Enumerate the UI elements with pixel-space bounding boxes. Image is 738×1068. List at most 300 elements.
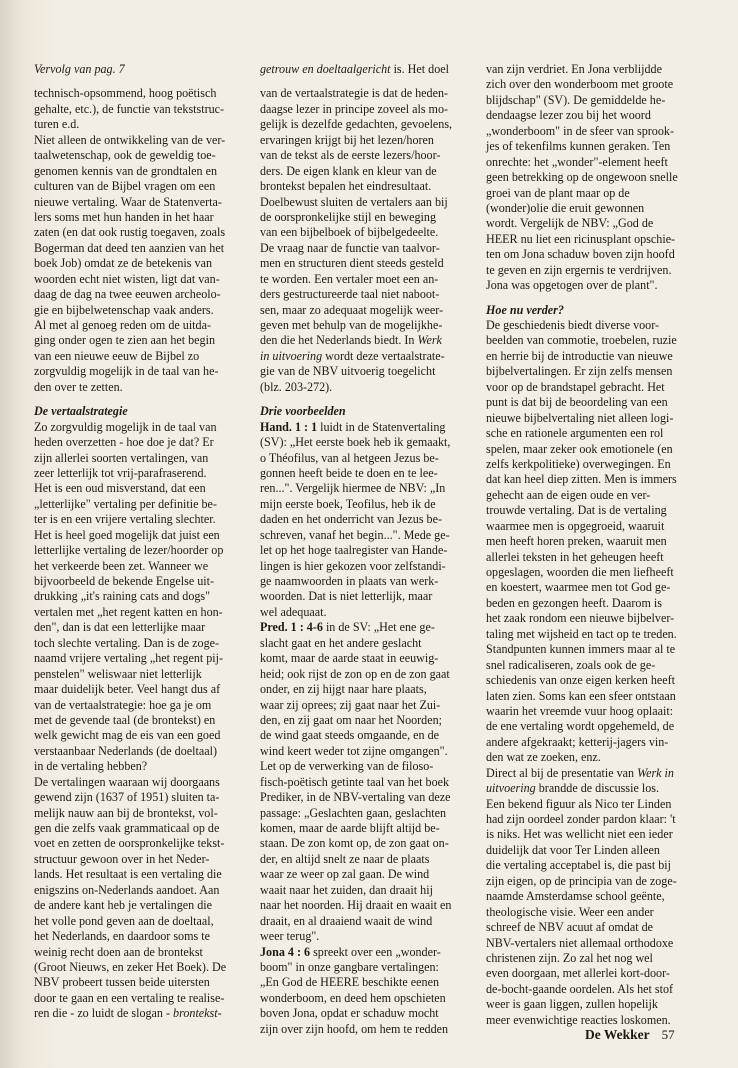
text-line [486, 750, 696, 765]
line-text: blijdschap" (SV). De gemiddelde he- [486, 92, 666, 107]
text-line [34, 1006, 249, 1021]
text-line [260, 605, 476, 620]
text-line [260, 225, 476, 240]
page-footer [585, 1027, 675, 1043]
text-line [486, 673, 696, 688]
line-text: Het is heel goed mogelijk dat juist een [34, 527, 220, 542]
line-text: der, en altijd snelt ze naar de plaats [260, 851, 430, 866]
line-text: dendaagse lezer zou bij het woord [486, 108, 651, 123]
text-line [34, 333, 249, 348]
text-line [486, 812, 696, 827]
text-line [260, 775, 476, 790]
line-text: weer is gaan liggen, zullen hopelijk [486, 997, 658, 1012]
line-text: Direct al bij de presentatie van [486, 765, 638, 780]
text-line [486, 735, 696, 750]
line-text: even doorgaan, met allerlei kort-door- [486, 966, 670, 981]
text-line [34, 713, 249, 728]
text-line [34, 380, 249, 395]
text-line [260, 682, 476, 697]
line-text: beelden van commotie, troebelen, ruzie [486, 333, 677, 348]
text-line [34, 117, 249, 132]
text-line [34, 744, 249, 759]
line-text: geven met behulp van de mogelijkhe- [260, 318, 443, 332]
text-line [34, 512, 249, 527]
line-text: nieuwe bijbelvertaling niet alleen logi- [486, 410, 674, 425]
line-text: Een bekend figuur als Nico ter Linden [486, 796, 672, 811]
line-text: het volle pond geven aan de doeltaal, [34, 913, 214, 928]
text-line [486, 982, 696, 997]
line-text: (blz. 203-272). [260, 379, 333, 394]
line-text: zeer letterlijk tot vrij-parafraserend. [34, 465, 207, 480]
text-line [260, 744, 476, 759]
line-text: Prediker, in de NBV-vertaling van deze [260, 790, 451, 805]
line-text: den over te zetten. [34, 379, 123, 394]
line-text: brontekst bepalen het eindresultaat. [260, 179, 432, 194]
line-text-tail: is. Het doel [390, 62, 449, 76]
text-line [34, 420, 249, 435]
line-text: zijn allerlei soorten vertalingen, van [34, 450, 209, 465]
text-line [486, 170, 696, 185]
text-line [486, 534, 696, 549]
line-text: den", dan is dat een letterlijke maar [34, 620, 206, 635]
line-text: fisch-poëtisch getinte taal van het boek [260, 774, 450, 789]
text-line [34, 272, 249, 287]
line-text: „wonderboom" in de sfeer van sprook- [486, 123, 674, 138]
text-line [260, 349, 476, 364]
line-text: De vertalingen waaraan wij doorgaans [34, 774, 220, 789]
line-text: Zo zorgvuldig mogelijk in de taal van [34, 419, 217, 434]
text-line [34, 303, 249, 318]
text-line [486, 689, 696, 704]
line-text: let op het hoge taalregister van Hande- [260, 543, 448, 558]
section-heading [260, 404, 476, 419]
line-text: punt is dat bij de beoordeling van een [486, 395, 668, 410]
text-line [486, 380, 696, 395]
text-line [486, 642, 696, 657]
text-line [486, 232, 696, 247]
text-line [34, 991, 249, 1006]
line-text: van zijn verdriet. En Jona verblijdde [486, 62, 662, 76]
text-line [486, 426, 696, 441]
line-text: gelijk is dezelfde gedachten, gevoelens, [260, 117, 453, 132]
text-line [260, 272, 476, 287]
line-text: welk gewicht mag de eis van een goed [34, 728, 221, 743]
line-text: naar het noorden. Hij draait en waait en [260, 898, 452, 913]
line-text: in de vertaling hebben? [34, 759, 148, 774]
text-line [34, 256, 249, 271]
line-text: schreven, vanaf het begin...". Mede ge- [260, 527, 450, 542]
text-line [34, 821, 249, 836]
line-text: opgeslagen, woorden die men liefheeft [486, 565, 674, 579]
text-line [34, 728, 249, 743]
line-text: genomen kennis van de grondtalen en [34, 163, 218, 178]
text-line [34, 133, 249, 148]
line-text: daagse lezer in principe zoveel als mo- [260, 101, 449, 116]
line-text: zaten (en dat ook rustig toegaven, zoals [34, 225, 226, 240]
line-text: van de vertaalstrategie is dat de heden- [260, 86, 449, 101]
text-line [260, 133, 476, 148]
line-text: getrouw en doeltaalgericht [260, 62, 391, 76]
line-text: NBV-vertalers niet allemaal orthodoxe [486, 935, 674, 950]
line-text: ren...". Vergelijk hiermee de NBV: „In [260, 481, 446, 496]
line-text: van een bijbelboek of bijbelgedeelte. [260, 225, 439, 240]
text-line [260, 287, 476, 302]
text-line [260, 1022, 476, 1037]
line-text: draait, en al draaiend waait de wind [260, 913, 433, 928]
line-text: zich over den wonderboom met groote [486, 77, 674, 92]
text-line [34, 574, 249, 589]
line-text: ervaringen krijgt bij het lezen/horen [260, 132, 434, 147]
line-text: men en structuren dient steeds gesteld [260, 256, 444, 271]
text-line [486, 719, 696, 734]
text-line [260, 806, 476, 821]
line-text: laten zien. Soms kan een sfeer ontstaan [486, 688, 676, 703]
text-line [34, 898, 249, 913]
line-text: gehecht aan de eigen oude en ver- [486, 487, 651, 502]
line-text: De vraag naar de functie van taalvor- [260, 240, 440, 255]
text-line [34, 667, 249, 682]
text-line [34, 466, 249, 481]
section-heading [486, 303, 696, 318]
text-line [486, 936, 696, 951]
text-line [260, 318, 476, 333]
text-line [260, 179, 476, 194]
magazine-name: De Wekker [585, 1027, 650, 1042]
line-text: zorgvuldig mogelijk in de taal van he- [34, 364, 219, 379]
line-text: waar zij oprees; zij gaat naar het Zui- [260, 697, 441, 712]
text-line [486, 920, 696, 935]
text-line [260, 512, 476, 527]
line-text: die vertaling acceptabel is, die past bij [486, 858, 672, 873]
text-line [260, 574, 476, 589]
text-line [34, 62, 249, 77]
line-text: Al met al genoeg reden om de uitda- [34, 318, 211, 332]
line-text: (SV): „Het eerste boek heb ik gemaakt, [260, 435, 451, 450]
line-text: sche en rationele argumenten een rol [486, 426, 664, 441]
text-line [260, 117, 476, 132]
text-line [486, 62, 696, 77]
line-text: uitvoering [486, 781, 536, 796]
page-number: 57 [661, 1027, 675, 1042]
line-text: mijn eerste boek, Teofilus, heb ik de [260, 496, 436, 511]
text-line [486, 77, 696, 92]
line-text: De vertaalstrategie [34, 404, 128, 419]
line-text: lers soms met hun handen in het haar [34, 209, 214, 224]
text-line [34, 867, 249, 882]
text-line [486, 550, 696, 565]
line-text: gehalte, etc.), de functie van tekststruc- [34, 101, 225, 116]
text-line [34, 682, 249, 697]
text-line [34, 349, 249, 364]
text-line [260, 790, 476, 805]
text-line [34, 164, 249, 179]
text-line [486, 155, 696, 170]
line-text: technisch-opsommend, hoog poëtisch [34, 86, 217, 101]
text-line [486, 201, 696, 216]
line-text-tail: luidt in de Statenvertaling [317, 419, 446, 434]
text-line [34, 698, 249, 713]
line-text: daag de dag na twee eeuwen archeolo- [34, 287, 221, 302]
line-text: schiedenis van onze eigen kerken heeft [486, 673, 676, 688]
text-line [486, 349, 696, 364]
text-line [260, 528, 476, 543]
text-line [260, 62, 476, 77]
line-text: enigszins on-Nederlands aandoet. Aan [34, 882, 220, 897]
line-text: ders gestructureerde taal niet naboot- [260, 287, 440, 302]
text-line [260, 667, 476, 682]
text-line [260, 821, 476, 836]
line-text: ging onder ogen te zien aan het begin [34, 333, 216, 348]
line-text: gie en bijbelwetenschap vaak anders. [34, 302, 214, 317]
line-text: penstelen" weliswaar niet letterlijk [34, 666, 202, 681]
text-line [260, 164, 476, 179]
line-text: o Théofilus, van al hetgeen Jezus be- [260, 450, 439, 465]
text-line [486, 457, 696, 472]
line-text: het zaak rondom een nieuwe bijbelver- [486, 611, 675, 626]
line-text: lands. Het resultaat is een vertaling die [34, 867, 222, 882]
line-text: structuur gewoon over in het Neder- [34, 851, 210, 866]
line-text: komen, maar de aarde blijft altijd be- [260, 821, 440, 835]
text-line [486, 247, 696, 262]
line-text: christenen zijn. Zo zal het nog wel [486, 950, 653, 965]
text-column-1 [34, 62, 249, 1022]
line-text: van een nieuwe eeuw de Bijbel zo [34, 348, 200, 363]
text-line [486, 658, 696, 673]
line-text: jes of tekenfilms kunnen geraken. Ten [486, 139, 671, 154]
text-line [260, 589, 476, 604]
line-text: het verkeerde been zet. Wanneer we [34, 558, 209, 573]
text-line [486, 519, 696, 534]
line-text: waar ze weer op zal gaan. De wind [260, 867, 430, 882]
line-text: spelen, maar zeker ook emotionele (en [486, 441, 673, 456]
line-text: gie van de NBV uitvoerig toegelicht [260, 364, 436, 379]
line-text: gonnen heeft beide te doen en te lee- [260, 465, 438, 480]
line-text: (wonder)olie die eruit gewonnen [486, 200, 645, 215]
text-line [486, 139, 696, 154]
text-line [34, 451, 249, 466]
line-text: „letterlijke" vertaling per definitie be- [34, 496, 217, 511]
line-text: verstaanbaar Nederlands (de doeltaal) [34, 743, 217, 758]
line-text-tail: wordt deze vertaalstrate- [322, 348, 445, 363]
line-text: Jona 4 : 6 [260, 944, 311, 959]
line-text-tail: spreekt over een „wonder- [310, 944, 441, 959]
line-text: letterlijke vertaling de lezer/hoorder op [34, 543, 224, 558]
line-text: komt, maar de aarde staat in eeuwig- [260, 651, 439, 666]
line-text: onder, en zij hijgt naar hare plaats, [260, 682, 427, 697]
text-line [260, 991, 476, 1006]
text-line [34, 651, 249, 666]
text-line [34, 86, 249, 101]
text-line [486, 627, 696, 642]
line-text: andere afgekraakt; ketterij-jagers vin- [486, 734, 669, 749]
line-text: de ene vertaling wordt opgehemeld, de [486, 719, 675, 734]
text-line [260, 497, 476, 512]
text-line [260, 636, 476, 651]
text-line [486, 411, 696, 426]
text-line [260, 195, 476, 210]
text-line [260, 945, 476, 960]
text-line [260, 883, 476, 898]
line-text: ge naamwoorden in plaats van werk- [260, 574, 439, 588]
line-text: de wind gaat steeds omgaande, en de [260, 728, 439, 743]
text-line [486, 318, 696, 333]
line-text: maar duidelijk beter. Veel hangt dus af [34, 682, 221, 697]
line-text: onrechte: het „wonder"-element heeft [486, 154, 668, 169]
line-text: waait naar het zuiden, dan draait hij [260, 882, 433, 897]
text-line [34, 636, 249, 651]
text-line [34, 435, 249, 450]
text-line [34, 102, 249, 117]
text-line [34, 195, 249, 210]
line-text: weer terug". [260, 929, 320, 944]
line-text: wind keert weder tot zijne omgangen". [260, 743, 448, 758]
text-line [34, 210, 249, 225]
line-text: zelfs kerkpolitieke) overwegingen. En [486, 456, 671, 471]
line-text: boek Job) omdat ze de betekenis van [34, 256, 212, 271]
text-line [34, 225, 249, 240]
text-line [486, 503, 696, 518]
line-text: te worden. Een vertaler moet een an- [260, 271, 439, 286]
line-text: culturen van de Bijbel vragen om een [34, 179, 216, 194]
text-line [34, 620, 249, 635]
line-text: de andere kant heb je vertalingen die [34, 898, 212, 913]
line-text: drukking „it's raining cats and dogs" [34, 589, 211, 604]
line-text-tail: in de SV: „Het ene ge- [322, 620, 435, 635]
text-line [34, 975, 249, 990]
text-line [486, 889, 696, 904]
line-text-tail: Werk in [637, 765, 674, 780]
text-column-2 [260, 62, 476, 1037]
text-line [486, 263, 696, 278]
line-text: meer evenwichtige reacties loskomen. [486, 1012, 671, 1027]
line-text: theologische visie. Weer een ander [486, 904, 654, 919]
text-line [34, 528, 249, 543]
text-line [34, 543, 249, 558]
line-text: turen e.d. [34, 117, 80, 132]
line-text: en herrie bij de introductie van nieuwe [486, 348, 673, 363]
line-text: melijk nauw aan bij de brontekst, vol- [34, 805, 218, 820]
text-line [486, 580, 696, 595]
line-text: geen betrekking op de ongewoon snelle [486, 170, 678, 185]
text-line [34, 287, 249, 302]
text-line [486, 216, 696, 231]
text-line [34, 883, 249, 898]
line-text: ten om Jona schaduw boven zijn hoofd [486, 247, 675, 262]
line-text: zijn over zijn hoofd, om hem te redden [260, 1021, 449, 1036]
line-text: lingen is hier gekozen voor zelfstandi- [260, 558, 446, 573]
text-line [486, 488, 696, 503]
line-text: van de tekst als de eerste lezers/hoor- [260, 148, 441, 163]
line-text: weinig recht doen aan de brontekst [34, 944, 203, 959]
text-line [486, 704, 696, 719]
line-text: nieuwe vertaling. Waar de Statenverta- [34, 194, 222, 209]
text-line [260, 380, 476, 395]
line-text: waarmee men is opgegroeid, waaruit [486, 518, 665, 533]
line-text: zijn eigen, op de principia van de zoge- [486, 873, 677, 888]
line-text: wel adequaat. [260, 604, 327, 619]
text-line [260, 256, 476, 271]
line-text: is niks. Het was wellicht niet een ieder [486, 827, 673, 842]
text-line [260, 451, 476, 466]
text-line [260, 102, 476, 117]
line-text: den wat ze zoeken, enz. [486, 750, 601, 765]
line-text: voor op de brandstapel gebracht. Het [486, 379, 665, 394]
text-line [34, 790, 249, 805]
text-line [260, 466, 476, 481]
text-line [486, 442, 696, 457]
text-line [260, 435, 476, 450]
text-line [34, 364, 249, 379]
text-line [486, 364, 696, 379]
text-line [486, 472, 696, 487]
text-line [34, 945, 249, 960]
line-text: Drie voorbeelden [260, 404, 346, 419]
text-line [260, 543, 476, 558]
text-line [34, 497, 249, 512]
line-text: slacht gaat en het andere geslacht [260, 635, 422, 650]
line-text: had zijn oordeel zonder pardon klaar: 't [486, 812, 676, 826]
text-line [34, 759, 249, 774]
line-text: beden en gezongen heeft. Daarom is [486, 595, 662, 610]
text-line [34, 589, 249, 604]
text-line [34, 836, 249, 851]
text-line [260, 364, 476, 379]
text-line [260, 86, 476, 101]
line-text: staan. De zon komt op, de zon gaat on- [260, 836, 449, 851]
text-line [486, 951, 696, 966]
text-line [260, 836, 476, 851]
text-line [486, 766, 696, 781]
text-line [34, 241, 249, 256]
line-text: snel radicaliseren, zoals ook de ge- [486, 657, 656, 672]
line-text-tail: brandde de discussie los. [535, 781, 659, 796]
text-line [486, 395, 696, 410]
text-line [486, 278, 696, 293]
line-text: woorden. Dat is niet letterlijk, maar [260, 589, 433, 604]
line-text: door te gaan en een vertaling te realise- [34, 990, 225, 1005]
line-text: het Nederlands, en daardoor soms te [34, 929, 210, 944]
line-text: sen, maar zo adequaat mogelijk weer- [260, 302, 444, 317]
text-line [260, 960, 476, 975]
text-line [34, 148, 249, 163]
line-text: (Groot Nieuws, en zeker Het Boek). De [34, 959, 227, 974]
line-text: Doelbewust sluiten de vertalers aan bij [260, 194, 448, 209]
section-heading [34, 404, 249, 419]
line-text: Het is een oud misverstand, dat een [34, 481, 206, 496]
line-text: gewend zijn (1637 of 1951) sluiten ta- [34, 790, 220, 805]
text-line [260, 728, 476, 743]
text-line [486, 781, 696, 796]
text-line [34, 775, 249, 790]
text-line [486, 565, 696, 580]
text-line [260, 867, 476, 882]
text-line [486, 997, 696, 1012]
text-line [486, 611, 696, 626]
line-text: naamd vrijere vertaling „het regent pij- [34, 651, 224, 666]
text-line [486, 124, 696, 139]
text-line [260, 210, 476, 225]
text-line [260, 929, 476, 944]
text-line [34, 929, 249, 944]
line-text-tail: brontekst- [173, 1006, 222, 1021]
line-text-tail: Werk [417, 333, 442, 348]
text-line [486, 966, 696, 981]
text-line [486, 186, 696, 201]
line-text: wordt. Vergelijk de NBV: „God de [486, 216, 654, 231]
text-line [260, 303, 476, 318]
text-line [260, 148, 476, 163]
text-line [34, 481, 249, 496]
